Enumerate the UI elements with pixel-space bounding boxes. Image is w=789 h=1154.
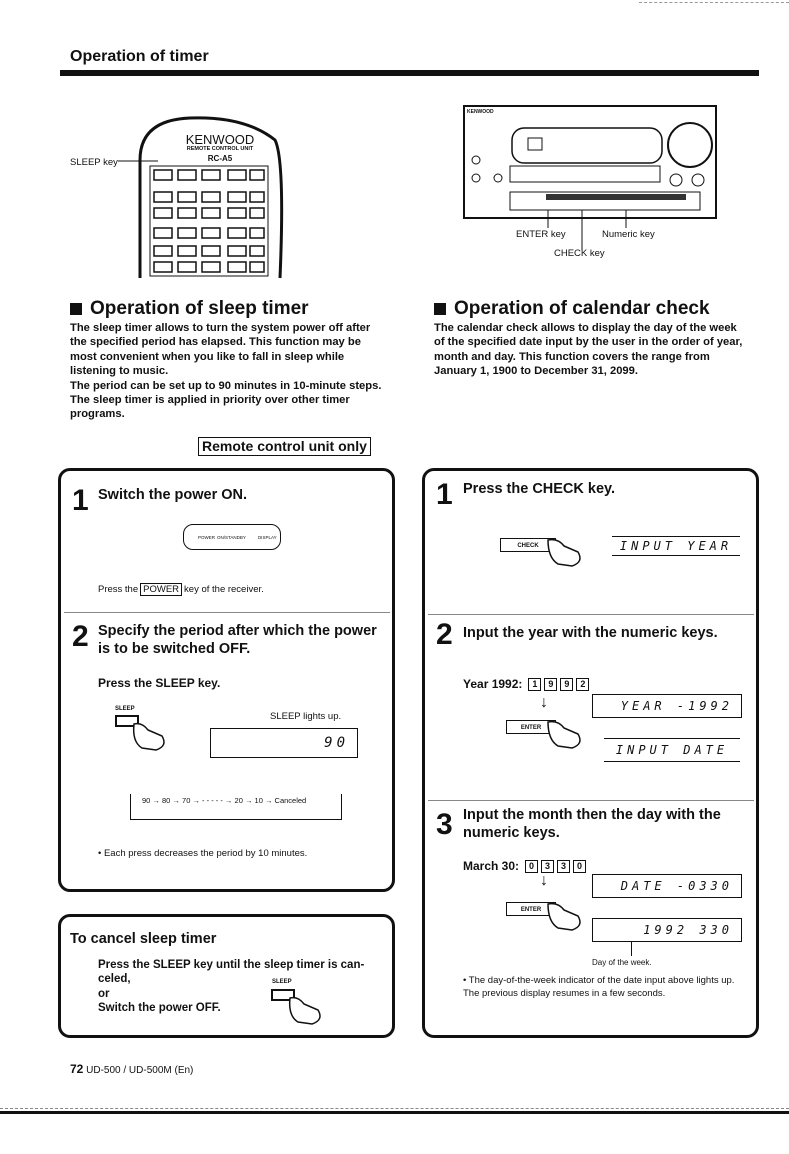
hand-pressing-icon bbox=[540, 536, 590, 568]
digit-key: 2 bbox=[576, 678, 589, 691]
note-post: key of the receiver. bbox=[184, 584, 264, 595]
sleep-timer-heading bbox=[70, 298, 309, 320]
digit-key: 0 bbox=[573, 860, 586, 873]
numeric-key-label: Numeric key bbox=[602, 229, 655, 240]
cal-step3-number: 3 bbox=[436, 808, 453, 841]
remote-brand: KENWOOD bbox=[185, 132, 255, 147]
footer-rule bbox=[0, 1111, 789, 1114]
digit-key: 0 bbox=[525, 860, 538, 873]
input-date-display: INPUT DATE bbox=[604, 738, 740, 762]
cancel-sleep-key-text: SLEEP bbox=[272, 979, 292, 985]
sleep-step1-title: Switch the power ON. bbox=[98, 487, 248, 503]
cancel-title: To cancel sleep timer bbox=[70, 931, 217, 947]
digit-key: 9 bbox=[560, 678, 573, 691]
power-key-box: POWER bbox=[140, 583, 182, 596]
sleep-lights-up-label: SLEEP lights up. bbox=[270, 711, 342, 722]
date-input-row bbox=[463, 858, 589, 873]
note-pre: Press the bbox=[98, 584, 139, 595]
cancel-line2: celed, bbox=[98, 973, 131, 986]
year-digit-keys bbox=[528, 676, 592, 691]
bullet-text: Each press decreases the period by 10 minutes. bbox=[103, 848, 308, 859]
receiver-illustration bbox=[460, 100, 720, 260]
header-rule bbox=[60, 70, 759, 76]
standby-button-text: ON/STANDBY bbox=[217, 534, 246, 540]
page-number: 72 bbox=[70, 1062, 84, 1076]
year-input-row bbox=[463, 676, 592, 691]
sleep-step1-number: 1 bbox=[72, 484, 89, 517]
enter-key-illustration: ENTER bbox=[506, 720, 556, 734]
enter-key-label: ENTER key bbox=[516, 229, 566, 240]
cal-step2-number: 2 bbox=[436, 618, 453, 651]
cancel-line3: or bbox=[98, 987, 110, 1000]
sleep-step2-instruction: Press the SLEEP key. bbox=[98, 676, 221, 690]
page-title: Operation of timer bbox=[70, 48, 209, 65]
remote-control-illustration bbox=[110, 100, 290, 280]
sleep-step1-note bbox=[98, 584, 264, 595]
footer-dashed-line bbox=[0, 1108, 789, 1109]
cal-step3-bullet: • The day-of-the-week indicator of the date input above lights up. The previous display resumes in a few seconds. bbox=[463, 975, 735, 999]
hand-pressing-icon bbox=[268, 986, 328, 1026]
cancel-line4: Switch the power OFF. bbox=[98, 1002, 221, 1015]
heading-square-icon bbox=[70, 303, 82, 315]
date-digit-keys bbox=[525, 858, 589, 873]
hand-pressing-icon bbox=[540, 900, 590, 932]
heading-square-icon bbox=[434, 303, 446, 315]
top-dashed-line bbox=[639, 2, 789, 3]
sleep-display: 90 bbox=[210, 728, 358, 758]
cal-step3-title: Input the month then the day with the numeric keys. bbox=[463, 807, 721, 841]
check-key-label: CHECK key bbox=[554, 248, 605, 259]
check-key-illustration: CHECK bbox=[500, 538, 556, 552]
digit-key: 3 bbox=[541, 860, 554, 873]
remote-line1: REMOTE CONTROL UNIT bbox=[186, 146, 254, 152]
calendar-intro: The calendar check allows to display the day of the week of the specified date input by the user in the order of year, month and day. This function covers the range from January 1, 1900 to December 31, 2099. bbox=[434, 322, 743, 378]
digit-key: 3 bbox=[557, 860, 570, 873]
cal-step-divider bbox=[428, 800, 754, 801]
sleep-key-label: SLEEP key bbox=[70, 157, 118, 168]
digit-key: 1 bbox=[528, 678, 541, 691]
sleep-key-text: SLEEP bbox=[115, 706, 135, 712]
cal-step-divider bbox=[428, 614, 754, 615]
digit-key: 9 bbox=[544, 678, 557, 691]
day-indicator-line bbox=[631, 942, 632, 956]
sleep-step2-number: 2 bbox=[72, 620, 89, 653]
receiver-power-button-illustration bbox=[183, 524, 281, 550]
day-of-week-display: 1992 330 bbox=[592, 918, 742, 942]
year-display: YEAR -1992 bbox=[592, 694, 742, 718]
cancel-instructions bbox=[98, 958, 388, 1016]
cancel-line1: Press the SLEEP key until the sleep timer is can- bbox=[98, 959, 365, 971]
sleep-paragraph-1: The sleep timer allows to turn the system power off after the specified period has elapsed. This function may be most convenient when you like to fall in sleep while listening to music. bbox=[70, 322, 371, 378]
sleep-sequence: 90 → 80 → 70 → - - - - - → 20 → 10 → Canceled bbox=[142, 796, 307, 805]
hand-pressing-icon bbox=[540, 718, 590, 750]
footer-model: UD-500 / UD-500M (En) bbox=[86, 1065, 194, 1076]
sleep-intro bbox=[70, 321, 382, 422]
sleep-step2-bullet: • Each press decreases the period by 10 minutes. bbox=[98, 848, 308, 859]
sleep-paragraph-2: The period can be set up to 90 minutes in 10-minute steps. bbox=[70, 379, 382, 392]
cal-step2-title: Input the year with the numeric keys. bbox=[463, 625, 718, 641]
calendar-heading-text: Operation of calendar check bbox=[454, 298, 710, 319]
sleep-paragraph-3: The sleep timer is applied in priority over other timer programs. bbox=[70, 394, 350, 421]
day-of-week-label: Day of the week. bbox=[592, 958, 652, 967]
sleep-step2-title: Specify the period after which the power is to be switched OFF. bbox=[98, 623, 377, 657]
footer-page-info bbox=[70, 1062, 193, 1076]
date-label: March 30: bbox=[463, 858, 520, 873]
sleep-step-divider bbox=[64, 612, 390, 613]
date-display: DATE -0330 bbox=[592, 874, 742, 898]
cal-step1-title: Press the CHECK key. bbox=[463, 481, 616, 497]
receiver-brand: KENWOOD bbox=[467, 109, 494, 115]
bullet-text: The day-of-the-week indicator of the date input above lights up. The previous display resumes in a few seconds. bbox=[463, 975, 735, 999]
cal-step1-number: 1 bbox=[436, 478, 453, 511]
check-display: INPUT YEAR bbox=[612, 536, 740, 556]
calendar-check-heading bbox=[434, 298, 710, 320]
down-arrow-icon: ↓ bbox=[540, 872, 548, 889]
enter-key-illustration: ENTER bbox=[506, 902, 556, 916]
remote-model: RC-A5 bbox=[207, 154, 233, 163]
year-label: Year 1992: bbox=[463, 676, 523, 691]
power-button-text: POWER bbox=[198, 534, 216, 540]
hand-pressing-icon bbox=[112, 712, 172, 752]
sleep-heading-text: Operation of sleep timer bbox=[90, 298, 309, 319]
remote-only-badge: Remote control unit only bbox=[198, 437, 371, 456]
display-button-text: DISPLAY bbox=[257, 534, 277, 540]
down-arrow-icon: ↓ bbox=[540, 694, 548, 711]
